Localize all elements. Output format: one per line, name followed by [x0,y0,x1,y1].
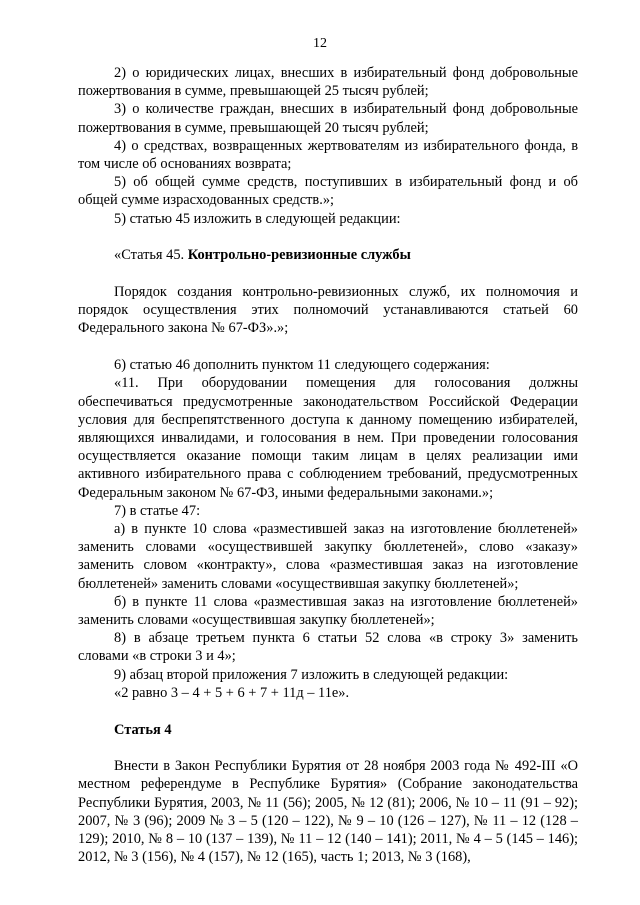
article-45-title: Контрольно-ревизионные службы [187,247,411,264]
article-45-body: Порядок создания контрольно-ревизионных служб, их полномочия и порядок осуществления этих полномочий устанавливаются статьей 60 Федерального закона № 67-ФЗ».»; [78,284,578,337]
amendment-6-text: «11. При оборудовании помещения для голосования должны обеспечиваться предусмотренные законодательством Российской Федерации условия для беспрепятственного доступа к данному помещению избирателей, являющихся инвалидами, и голосования в нем. При проведении голосования осуществляется оказание помощи таким лицам в целях реализации ими активного избирательного права с соблюдением требований, предусмотренных Федеральным законом № 67-ФЗ, иными федеральными законами.»; [78,375,578,501]
amendment-9: 9) абзац второй приложения 7 изложить в следующей редакции: [114,666,509,683]
article-45-heading [78,246,578,264]
item-2: 2) о юридических лицах, внесших в избирательный фонд добровольные пожертвования в сумме, превышающей 25 тысяч рублей; [78,65,578,100]
amendment-6: 6) статью 46 дополнить пунктом 11 следующего содержания: [114,357,490,374]
document-body [78,64,578,866]
spacer [78,265,578,284]
amendment-7a: а) в пункте 10 слова «разместившей заказ на изготовление бюллетеней» заменить словами «осуществившей закупку бюллетеней», слово «заказу» заменить словом «контракту», слова «разместившая заказ на изготовление бюллетеней» заменить словами «осуществившая закупку бюллетеней»; [78,520,578,592]
article-4-body: Внести в Закон Республики Бурятия от 28 ноября 2003 года № 492-III «О местном референдуме в Республике Бурятия» (Собрание законодательства Республики Бурятия, 2003, № 11 (56); 2005, № 12 (81); 2006, № 10 – 11 (91 – 92); 2007, № 3 (96); 2009 № 3 – 5 (120 – 122), № 9 – 10 (126 – 127), № 11 – 12 (128 – 129); 2010, № 8 – 10 (137 – 139), № 11 – 12 (140 – 141); 2011, № 4 – 5 (145 – 146); 2012, № 3 (156), № 4 (157), № 12 (165), часть 1; 2013, № 3 (168), [78,758,578,866]
amendment-5: 5) статью 45 изложить в следующей редакции: [114,210,401,227]
item-4: 4) о средствах, возвращенных жертвователям из избирательного фонда, в том числе об основаниях возврата; [78,137,578,173]
item-5: 5) об общей сумме средств, поступивших в избирательный фонд и об общей сумме израсходованных средств.»; [78,174,578,209]
amendment-9-text: «2 равно 3 – 4 + 5 + 6 + 7 + 11д – 11е». [114,684,350,701]
spacer [78,702,578,721]
amendment-7: 7) в статье 47: [114,502,201,519]
article-4-heading: Статья 4 [114,721,172,738]
spacer [78,338,578,357]
item-3: 3) о количестве граждан, внесших в избирательный фонд добровольные пожертвования в сумме, превышающей 20 тысяч рублей; [78,101,578,136]
amendment-8: 8) в абзаце третьем пункта 6 статьи 52 слова «в строку 3» заменить словами «в строки 3 и 4»; [78,630,578,665]
page-number: 12 [313,36,327,51]
article-45-prefix: «Статья 45. [114,247,188,264]
amendment-7b: б) в пункте 11 слова «разместившая заказ на изготовление бюллетеней» заменить словами «осуществившая закупку бюллетеней»; [78,593,578,628]
spacer [78,228,578,247]
spacer [78,739,578,758]
